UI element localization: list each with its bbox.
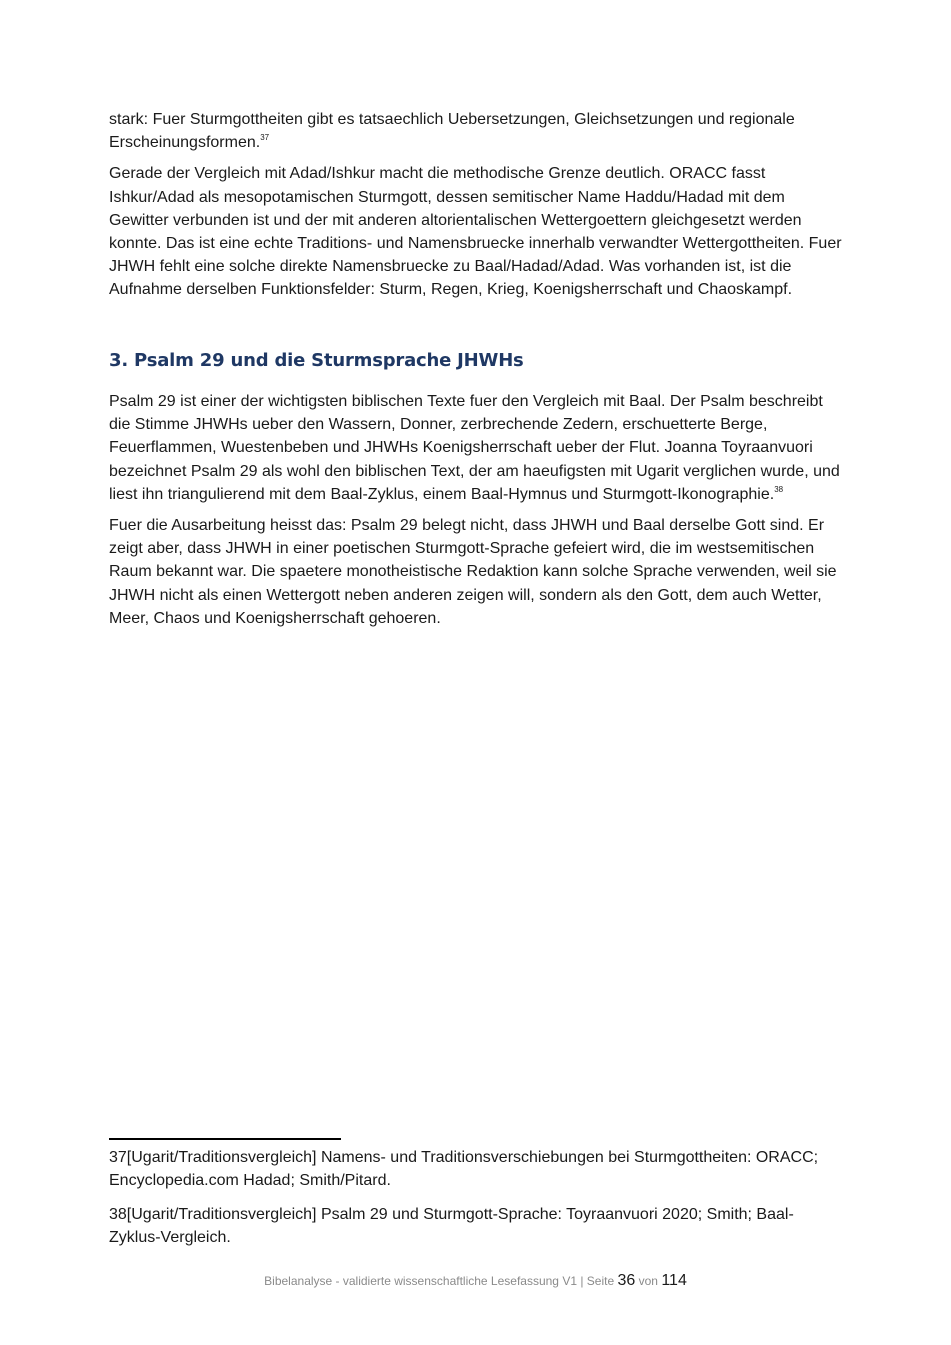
paragraph-text: Psalm 29 ist einer der wichtigsten biblischen Texte fuer den Vergleich mit Baal. Der Psalm beschreibt die Stimme JHWHs ueber den Wassern, Donner, zerbrechende Zedern, erschuetterte Berge, Feuerflammen, Wuestenbeben und JHWHs Koenigsherrschaft ueber der Flut. Joanna Toyraanvuori bezeichnet Psalm 29 als wohl den biblischen Text, der am haeufigsten mit Ugarit verglichen wurde, und liest ihn triangulierend mit dem Baal-Zyklus, einem Baal-Hymnus und Sturmgott-Ikonographie.: [109, 393, 840, 503]
paragraph: [109, 108, 845, 154]
paragraph-text: stark: Fuer Sturmgottheiten gibt es tatsaechlich Uebersetzungen, Gleichsetzungen und regionale Erscheinungsformen.: [109, 111, 795, 152]
paragraph-text: Fuer die Ausarbeitung heisst das: Psalm 29 belegt nicht, dass JHWH und Baal derselbe Gott sind. Er zeigt aber, dass JHWH in einer poetischen Sturmgott-Sprache gefeiert wird, die im westsemitischen Raum bekannt war. Die spaetere monotheistische Redaktion kann solche Sprache verwenden, weil sie JHWH nicht als einen Wettergott neben anderen zeigen will, sondern als den Gott, dem auch Wetter, Meer, Chaos und Koenigsherrschaft gehoeren.: [109, 517, 837, 627]
footnotes: [109, 1146, 845, 1260]
paragraph: [109, 514, 845, 630]
body-top: [109, 108, 845, 310]
paragraph: [109, 162, 845, 301]
section-heading: 3. Psalm 29 und die Sturmsprache JHWHs: [109, 350, 524, 371]
footer-label: Bibelanalyse - validierte wissenschaftliche Lesefassung V1 | Seite: [264, 1274, 615, 1288]
footnote-ref[interactable]: 37: [260, 133, 270, 143]
footer-of-label: von: [638, 1274, 658, 1288]
paragraph-text: Gerade der Vergleich mit Adad/Ishkur macht die methodische Grenze deutlich. ORACC fasst Ishkur/Adad als mesopotamischen Sturmgott, dessen semitischer Name Haddu/Hadad mit dem Gewitter verbunden ist und der mit anderen altorientalischen Wettergoettern gleichgesetzt werden konnte. Das ist eine echte Traditions- und Namensbruecke innerhalb verwandter Wettergottheiten. Fuer JHWH fehlt eine solche direkte Namensbruecke zu Baal/Hadad/Adad. Was vorhanden ist, ist die Aufnahme derselben Funktionsfelder: Sturm, Regen, Krieg, Koenigsherrschaft und Chaoskampf.: [109, 165, 842, 299]
paragraph: [109, 390, 845, 506]
footnote-separator: [109, 1138, 341, 1140]
page-footer: [0, 1272, 951, 1290]
footnote: 37[Ugarit/Traditionsvergleich] Namens- und Traditionsverschiebungen bei Sturmgottheiten: ORACC; Encyclopedia.com Hadad; Smith/Pitard.: [109, 1149, 819, 1189]
page-number: 36: [617, 1272, 636, 1289]
footnote-ref[interactable]: 38: [774, 484, 784, 494]
body-section: [109, 390, 845, 638]
page-total: 114: [661, 1272, 687, 1289]
footnote: 38[Ugarit/Traditionsvergleich] Psalm 29 und Sturmgott-Sprache: Toyraanvuori 2020; Smith; Baal-Zyklus-Vergleich.: [109, 1206, 794, 1246]
